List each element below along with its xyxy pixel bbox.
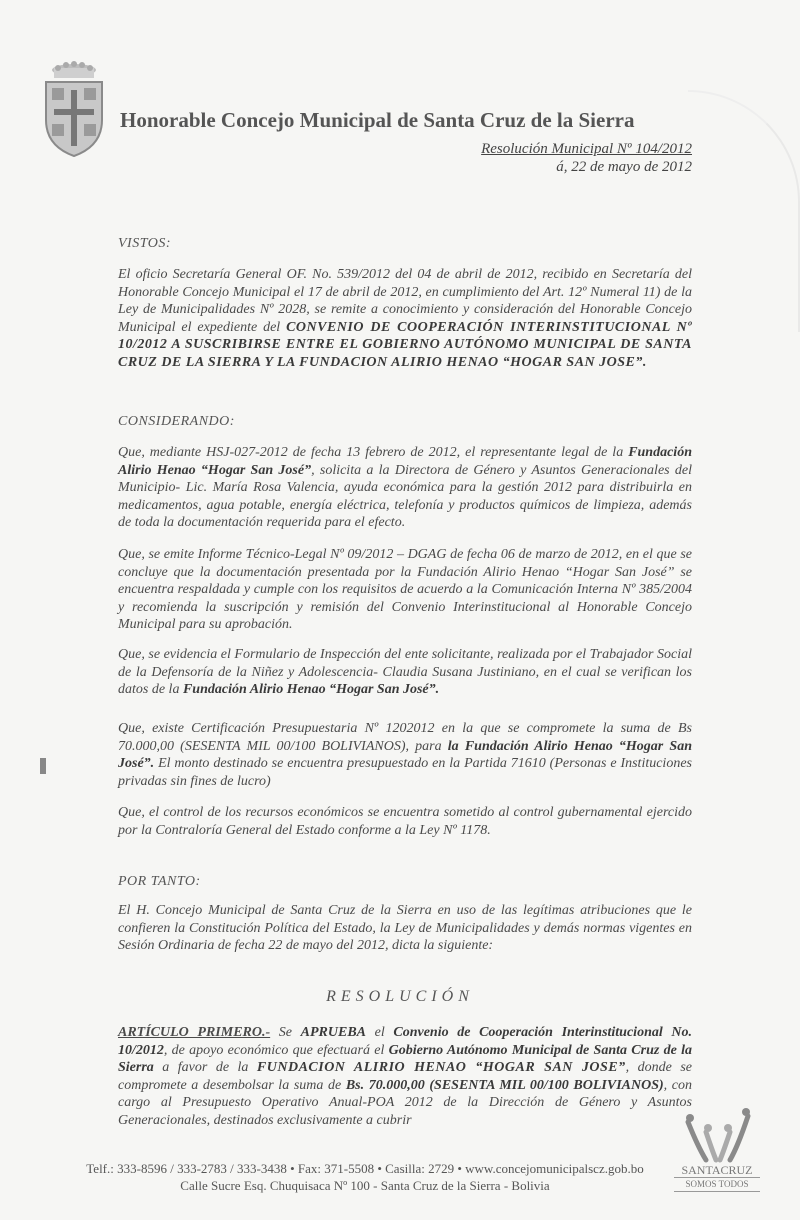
scan-margin-mark [40, 758, 46, 774]
logo-tagline: SOMOS TODOS [674, 1177, 760, 1192]
considerando-p3-foundation: Fundación Alirio Henao “Hogar San José”. [182, 682, 440, 698]
por-tanto-paragraph: El H. Concejo Municipal de Santa Cruz de la Sierra en uso de las legítimas atribuciones que le confieren la Constitución Política del Estado, la Ley de Municipalidades y demás normas vigentes en Sesión Ordinaria de fecha 22 de mayo del 2012, dicta la siguiente: [118, 903, 692, 954]
considerando-p4-rest: El monto destinado se encuentra presupuestado en la Partida 71610 (Personas e Instituciones privadas sin fines de lucro) [118, 756, 692, 789]
por-tanto-heading: POR TANTO: [118, 874, 201, 889]
considerando-paragraph-3 [118, 646, 692, 699]
considerando-paragraph-2: Que, se emite Informe Técnico-Legal Nº 09/2012 – DGAG de fecha 06 de marzo de 2012, en el que se concluye que la documentación presentada por la Fundación Alirio Henao “Hogar San José” se encuentra respaldada y cumple con los requisitos de acuerdo a la Comunicación Interna Nº 385/2004 y recomienda la suscripción y remisión del Convenio Interinstitucional al Honorable Concejo Municipal para su aprobación. [118, 547, 692, 633]
resolution-number: Resolución Municipal Nº 104/2012 [481, 141, 692, 157]
considerando-p3-text: Que, se evidencia el Formulario de Inspección del ente solicitante, realizada por el Trabajador Social de la Defensoría de la Niñez y Adolescencia- Claudia Susana Justiniano, en el cual se verifican los datos de la [118, 647, 692, 698]
resolution-reference [481, 140, 692, 176]
decorative-swoosh [688, 90, 800, 332]
considerando-p1-foundation: Fundación Alirio Henao “Hogar San José” [118, 445, 692, 478]
institution-title: Honorable Concejo Municipal de Santa Cruz de la Sierra [120, 108, 635, 132]
resolution-date: á, 22 de mayo de 2012 [556, 159, 692, 175]
article-text-5: , de apoyo económico que efectuará el [163, 1042, 389, 1058]
articulo-primero-paragraph [118, 1024, 692, 1130]
considerando-paragraph-4 [118, 720, 692, 790]
article-text-9: , donde se compromete a desembolsar la suma de [118, 1060, 692, 1093]
considerando-heading: CONSIDERANDO: [118, 414, 235, 429]
logo-name: SANTACRUZ [681, 1163, 753, 1177]
article-text-fundacion: FUNDACION ALIRIO HENAO “HOGAR SAN JOSE” [256, 1060, 626, 1076]
article-text-gobierno: Gobierno Autónomo Municipal de Santa Cruz de la Sierra [118, 1042, 692, 1076]
footer-address-line: Calle Sucre Esq. Chuquisaca Nº 100 - Santa Cruz de la Sierra - Bolivia [180, 1178, 550, 1193]
article-text-3: el [366, 1025, 394, 1040]
considerando-p4-foundation: la Fundación Alirio Henao “Hogar San José”. [118, 738, 692, 772]
article-label: ARTÍCULO PRIMERO.- [118, 1025, 271, 1040]
vistos-text: El oficio Secretaría General OF. No. 539/2012 del 04 de abril de 2012, recibido en Secretaría del Honorable Concejo Municipal el 17 de abril de 2012, en cumplimiento del Art. 12º Numeral 11) de la Ley de Municipalidades Nº 2028, se remite a conocimiento y consideración del Honorable Concejo Municipal el expediente del [118, 267, 692, 335]
footer-phone-line: Telf.: 333-8596 / 333-2783 / 333-3438 • Fax: 371-5508 • Casilla: 2729 • www.concejomunicipalscz.gob.bo [86, 1161, 644, 1176]
considerando-paragraph-1 [118, 444, 692, 532]
vistos-convenio-title: CONVENIO DE COOPERACIÓN INTERINSTITUCIONAL Nº 10/2012 A SUSCRIBIRSE ENTRE EL GOBIERNO AUTÓNOMO MUNICIPAL DE SANTA CRUZ DE LA SIERRA Y LA FUNDACION ALIRIO HENAO “HOGAR SAN JOSE”. [118, 319, 692, 370]
santa-cruz-logo-text [674, 1164, 760, 1192]
article-text-7: a favor de la [153, 1060, 257, 1076]
coat-of-arms-icon [38, 60, 110, 160]
considerando-p4-text: Que, existe Certificación Presupuestaria Nº 1202012 en la que se compromete la suma de Bs 70.000,00 (SESENTA MIL 00/100 BOLIVIANOS), para [118, 721, 692, 754]
resolucion-title: RESOLUCIÓN [326, 988, 474, 1005]
vistos-heading: VISTOS: [118, 236, 172, 251]
vistos-paragraph [118, 266, 692, 372]
article-text-1: Se [270, 1025, 301, 1040]
article-text-aprueba: APRUEBA [300, 1025, 366, 1040]
article-text-amount: Bs. 70.000,00 (SESENTA MIL 00/100 BOLIVIANOS) [345, 1077, 664, 1093]
footer-contact [40, 1160, 690, 1194]
considerando-p1-rest: , solicita a la Directora de Género y Asuntos Generacionales del Municipio- Lic. María Rosa Valencia, ayuda económica para la gestión 2012 para distribuirla en medicamentos, agua potable, energía eléctrica, telefonía y productos químicos de limpieza, además de toda la documentación requerida para el efecto. [118, 462, 692, 531]
article-text-11: , con cargo al Presupuesto Operativo Anual-POA 2012 de la Dirección de Género y Asuntos Generacionales, destinados exclusivamente a cubrir [118, 1077, 692, 1128]
considerando-paragraph-5: Que, el control de los recursos económicos se encuentra sometido al control gubernamental ejercido por la Contraloría General del Estado conforme a la Ley Nº 1178. [118, 805, 692, 838]
article-text-convenio: Convenio de Cooperación Interinstitucional No. 10/2012 [118, 1025, 692, 1058]
considerando-p1-text: Que, mediante HSJ-027-2012 de fecha 13 febrero de 2012, el representante legal de la [118, 445, 629, 460]
